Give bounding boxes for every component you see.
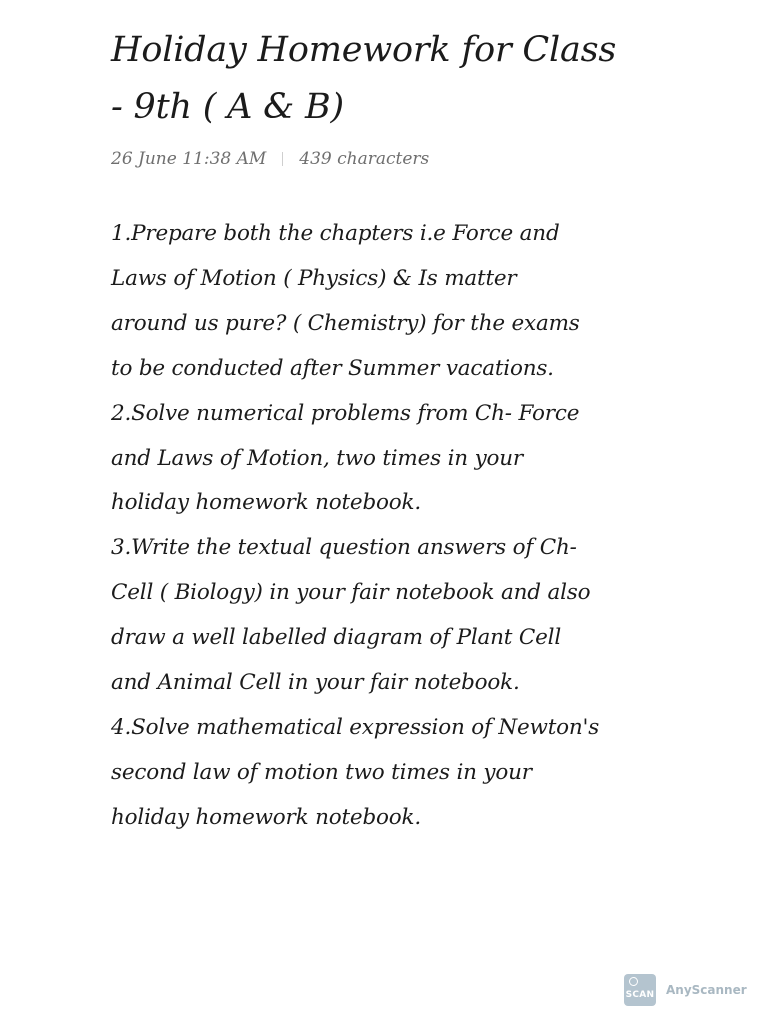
body-line: Laws of Motion ( Physics) & Is matter [111,265,517,291]
scan-logo-icon [624,974,656,1006]
body-line: holiday homework notebook. [111,804,421,830]
body-line: second law of motion two times in your [111,759,532,785]
note-date: 26 June 11:38 AM [111,149,267,169]
body-line: draw a well labelled diagram of Plant Cell [111,625,561,651]
body-line: and Laws of Motion, two times in your [111,445,523,471]
note-title-line: - 9th ( A & B) [111,87,344,127]
body-line: holiday homework notebook. [111,490,421,516]
watermark-brand: AnyScanner [666,983,747,997]
note-meta [111,148,671,170]
body-line: around us pure? ( Chemistry) for the exams [111,310,580,336]
body-line: 1.Prepare both the chapters i.e Force and [111,221,560,246]
scan-logo-circle [629,977,638,986]
body-line: 4.Solve mathematical expression of Newton's [111,714,600,740]
note [111,22,671,841]
note-title-line: Holiday Homework for Class [111,30,617,70]
note-title [111,22,671,136]
body-line: 2.Solve numerical problems from Ch- Force [111,400,580,426]
body-line: 3.Write the textual question answers of Ch- [111,535,577,561]
meta-divider [282,152,283,166]
note-char-count: 439 characters [299,149,430,169]
scan-logo-text: SCAN [625,990,655,1000]
note-body [111,212,671,841]
anyscanner-watermark [624,974,747,1006]
body-line: and Animal Cell in your fair notebook. [111,670,520,696]
body-line: to be conducted after Summer vacations. [111,355,554,381]
body-line: Cell ( Biology) in your fair notebook and also [111,580,591,606]
